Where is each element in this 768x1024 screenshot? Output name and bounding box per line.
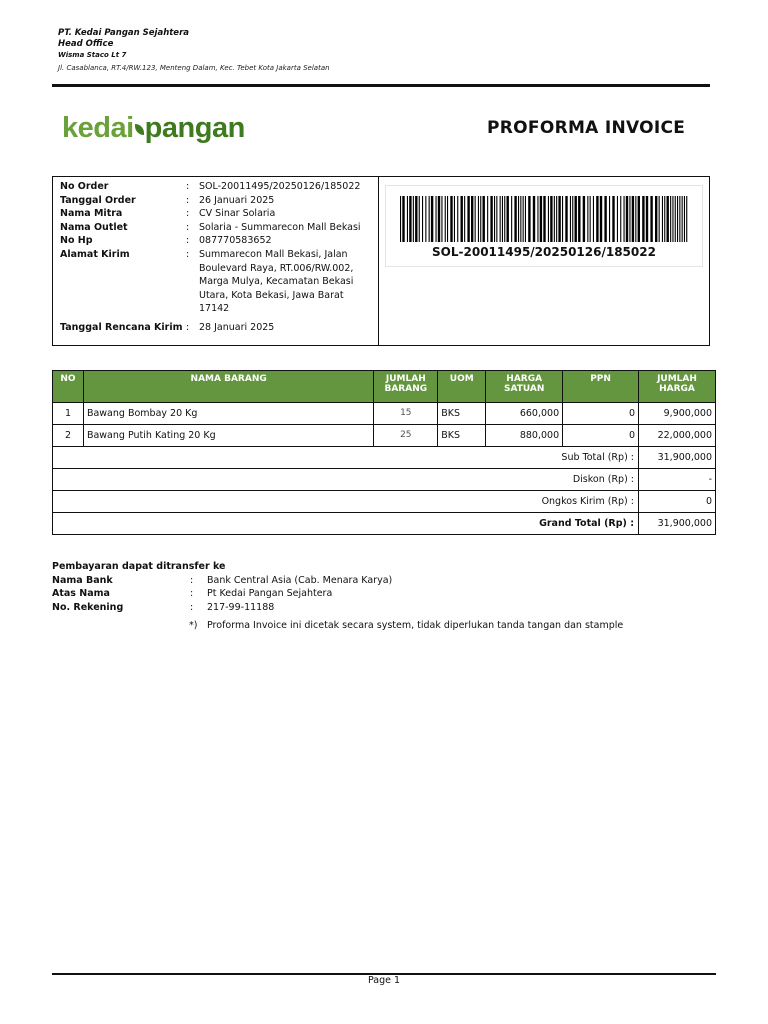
- header-uom: UOM: [438, 371, 486, 403]
- kedai-pangan-logo: [62, 112, 245, 145]
- cell-jumlah-harga: 9,900,000: [639, 403, 716, 425]
- cell-ppn: 0: [563, 425, 639, 447]
- field-tanggal-rencana-kirim: Tanggal Rencana Kirim : 28 Januari 2025: [60, 322, 275, 333]
- grand-total-value: 31,900,000: [639, 513, 716, 535]
- header-ppn: PPN: [563, 371, 639, 403]
- note-text: Proforma Invoice ini dicetak secara system, tidak diperlukan tanda tangan dan stample: [207, 620, 624, 631]
- cell-harga-satuan: 880,000: [486, 425, 563, 447]
- barcode-panel: [385, 185, 703, 267]
- subtotal-value: 31,900,000: [639, 447, 716, 469]
- system-note: [189, 620, 623, 631]
- company-address: Jl. Casablanca, RT.4/RW.123, Menteng Dalam, Kec. Tebet Kota Jakarta Selatan: [58, 64, 330, 72]
- barcode-text: SOL-20011495/20250126/185022: [432, 245, 656, 259]
- field-nama-outlet: Nama Outlet : Solaria - Summarecon Mall Bekasi: [60, 221, 361, 233]
- barcode-icon: [400, 196, 690, 242]
- top-divider: [52, 84, 710, 87]
- subtotal-label: Sub Total (Rp) :: [53, 447, 639, 469]
- diskon-row: [53, 469, 716, 491]
- header-harga-satuan: HARGA SATUAN: [486, 371, 563, 403]
- cell-no: 1: [53, 403, 84, 425]
- payment-row-rekening: No. Rekening : 217-99-11188: [52, 601, 275, 613]
- cell-jumlah-harga: 22,000,000: [639, 425, 716, 447]
- cell-jumlah-barang: 25: [374, 425, 438, 447]
- table-row: [53, 425, 716, 447]
- company-name: PT. Kedai Pangan Sejahtera: [58, 28, 189, 38]
- payment-row-atas-nama: Atas Nama : Pt Kedai Pangan Sejahtera: [52, 588, 333, 600]
- table-header-row: [53, 371, 716, 403]
- document-title: PROFORMA INVOICE: [487, 118, 686, 138]
- note-mark: *): [189, 620, 198, 631]
- payment-row-bank: Nama Bank : Bank Central Asia (Cab. Menara Karya): [52, 574, 393, 586]
- cell-no: 2: [53, 425, 84, 447]
- field-no-order: No Order : SOL-20011495/20250126/185022: [60, 181, 361, 192]
- logo-text-pangan: pangan: [144, 112, 245, 144]
- header-jumlah-barang: JUMLAH BARANG: [374, 371, 438, 403]
- field-nama-mitra: Nama Mitra : CV Sinar Solaria: [60, 208, 276, 220]
- company-header: [58, 28, 330, 74]
- cell-uom: BKS: [438, 403, 486, 425]
- subtotal-row: [53, 447, 716, 469]
- ongkir-value: 0: [639, 491, 716, 513]
- cell-uom: BKS: [438, 425, 486, 447]
- field-no-hp: No Hp : 087770583652: [60, 235, 272, 247]
- payment-info: [52, 560, 392, 614]
- cell-nama-barang: Bawang Putih Kating 20 Kg: [83, 425, 373, 447]
- cell-nama-barang: Bawang Bombay 20 Kg: [83, 403, 373, 425]
- order-details: [53, 177, 379, 345]
- field-tanggal-order: Tanggal Order : 26 Januari 2025: [60, 194, 275, 206]
- ongkir-row: [53, 491, 716, 513]
- order-info-box: [52, 176, 710, 346]
- logo-text-kedai: kedai: [62, 112, 134, 144]
- diskon-label: Diskon (Rp) :: [53, 469, 639, 491]
- table-row: [53, 403, 716, 425]
- header-jumlah-harga: JUMLAH HARGA: [639, 371, 716, 403]
- payment-heading: Pembayaran dapat ditransfer ke: [52, 561, 226, 572]
- cell-harga-satuan: 660,000: [486, 403, 563, 425]
- grand-total-row: [53, 513, 716, 535]
- header-no: NO: [53, 371, 84, 403]
- diskon-value: -: [639, 469, 716, 491]
- cell-jumlah-barang: 15: [374, 403, 438, 425]
- company-building: Wisma Staco Lt 7: [58, 51, 127, 59]
- cell-ppn: 0: [563, 403, 639, 425]
- items-table: [52, 370, 716, 535]
- grand-total-label: Grand Total (Rp) :: [53, 513, 639, 535]
- header-nama-barang: NAMA BARANG: [83, 371, 373, 403]
- page-number: Page 1: [367, 975, 401, 986]
- leaf-icon: [135, 124, 144, 135]
- field-alamat-kirim: Alamat Kirim : Summarecon Mall Bekasi, Jalan Boulevard Raya, RT.006/RW.002, Marga Mulya, Kecamatan Bekasi Utara, Kota Bekasi, Jawa Barat 17142: [60, 249, 354, 315]
- company-office: Head Office: [58, 39, 114, 49]
- ongkir-label: Ongkos Kirim (Rp) :: [53, 491, 639, 513]
